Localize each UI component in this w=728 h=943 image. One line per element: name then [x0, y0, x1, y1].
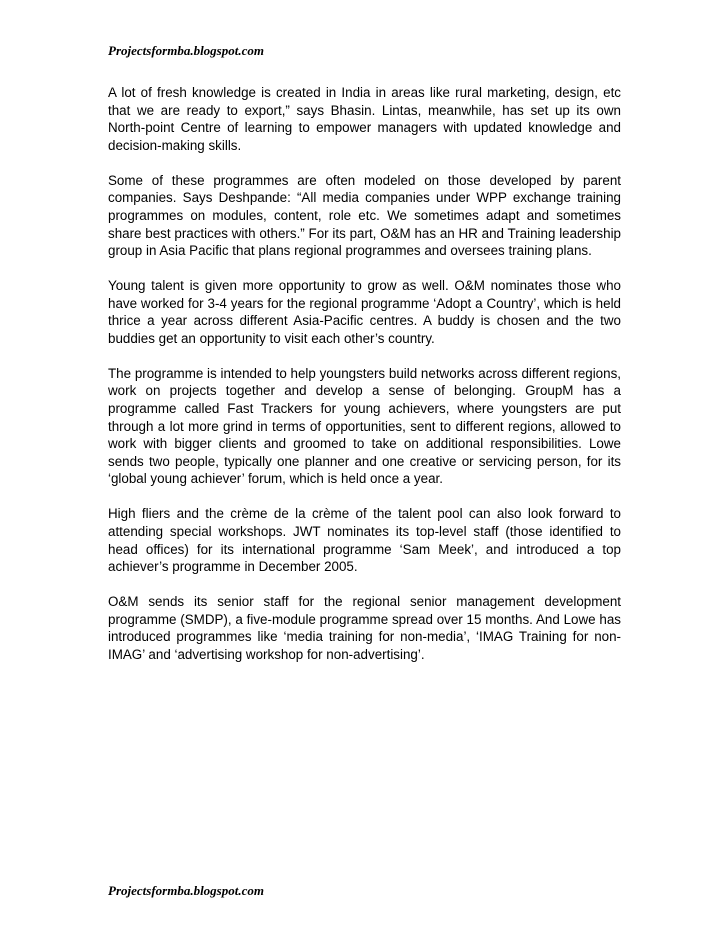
paragraph: Young talent is given more opportunity to grow as well. O&M nominates those who have worked for 3-4 years for the regional programme ‘Adopt a Country’, which is held thrice a year across different Asia-Pacific centres. A buddy is chosen and the two buddies get an opportunity to visit each other’s country. [108, 278, 621, 346]
page-footer: Projectsformba.blogspot.com [108, 883, 264, 898]
paragraph: O&M sends its senior staff for the regional senior management development programme (SMDP), a five-module programme spread over 15 months. And Lowe has introduced programmes like ‘media training for non-media’, ‘IMAG Training for non-IMAG’ and ‘advertising workshop for non-advertising’. [108, 594, 621, 662]
paragraph: A lot of fresh knowledge is created in India in areas like rural marketing, design, etc that we are ready to export,” says Bhasin. Lintas, meanwhile, has set up its own North-point Centre of learning to empower managers with updated knowledge and decision-making skills. [108, 85, 621, 153]
paragraph: High fliers and the crème de la crème of the talent pool can also look forward to attending special workshops. JWT nominates its top-level staff (those identified to head offices) for its international programme ‘Sam Meek’, and introduced a top achiever’s programme in December 2005. [108, 506, 621, 575]
paragraph: The programme is intended to help youngsters build networks across different regions, work on projects together and develop a sense of belonging. GroupM has a programme called Fast Trackers for young achievers, where youngsters are put through a lot more grind in terms of opportunities, sent to different regions, allowed to work with bigger clients and groomed to take on additional responsibilities. Lowe sends two people, typically one planner and one creative or servicing person, for its ‘global young achiever’ forum, which is held once a year. [108, 365, 621, 487]
paragraph: Some of these programmes are often modeled on those developed by parent companies. Says Deshpande: “All media companies under WPP exchange training programmes on modules, content, role etc. We sometimes adapt and sometimes share best practices with others.” For its part, O&M has an HR and Training leadership group in Asia Pacific that plans regional programmes and oversees training plans. [108, 172, 621, 259]
page-header: Projectsformba.blogspot.com [108, 43, 264, 58]
body-text [108, 84, 621, 681]
